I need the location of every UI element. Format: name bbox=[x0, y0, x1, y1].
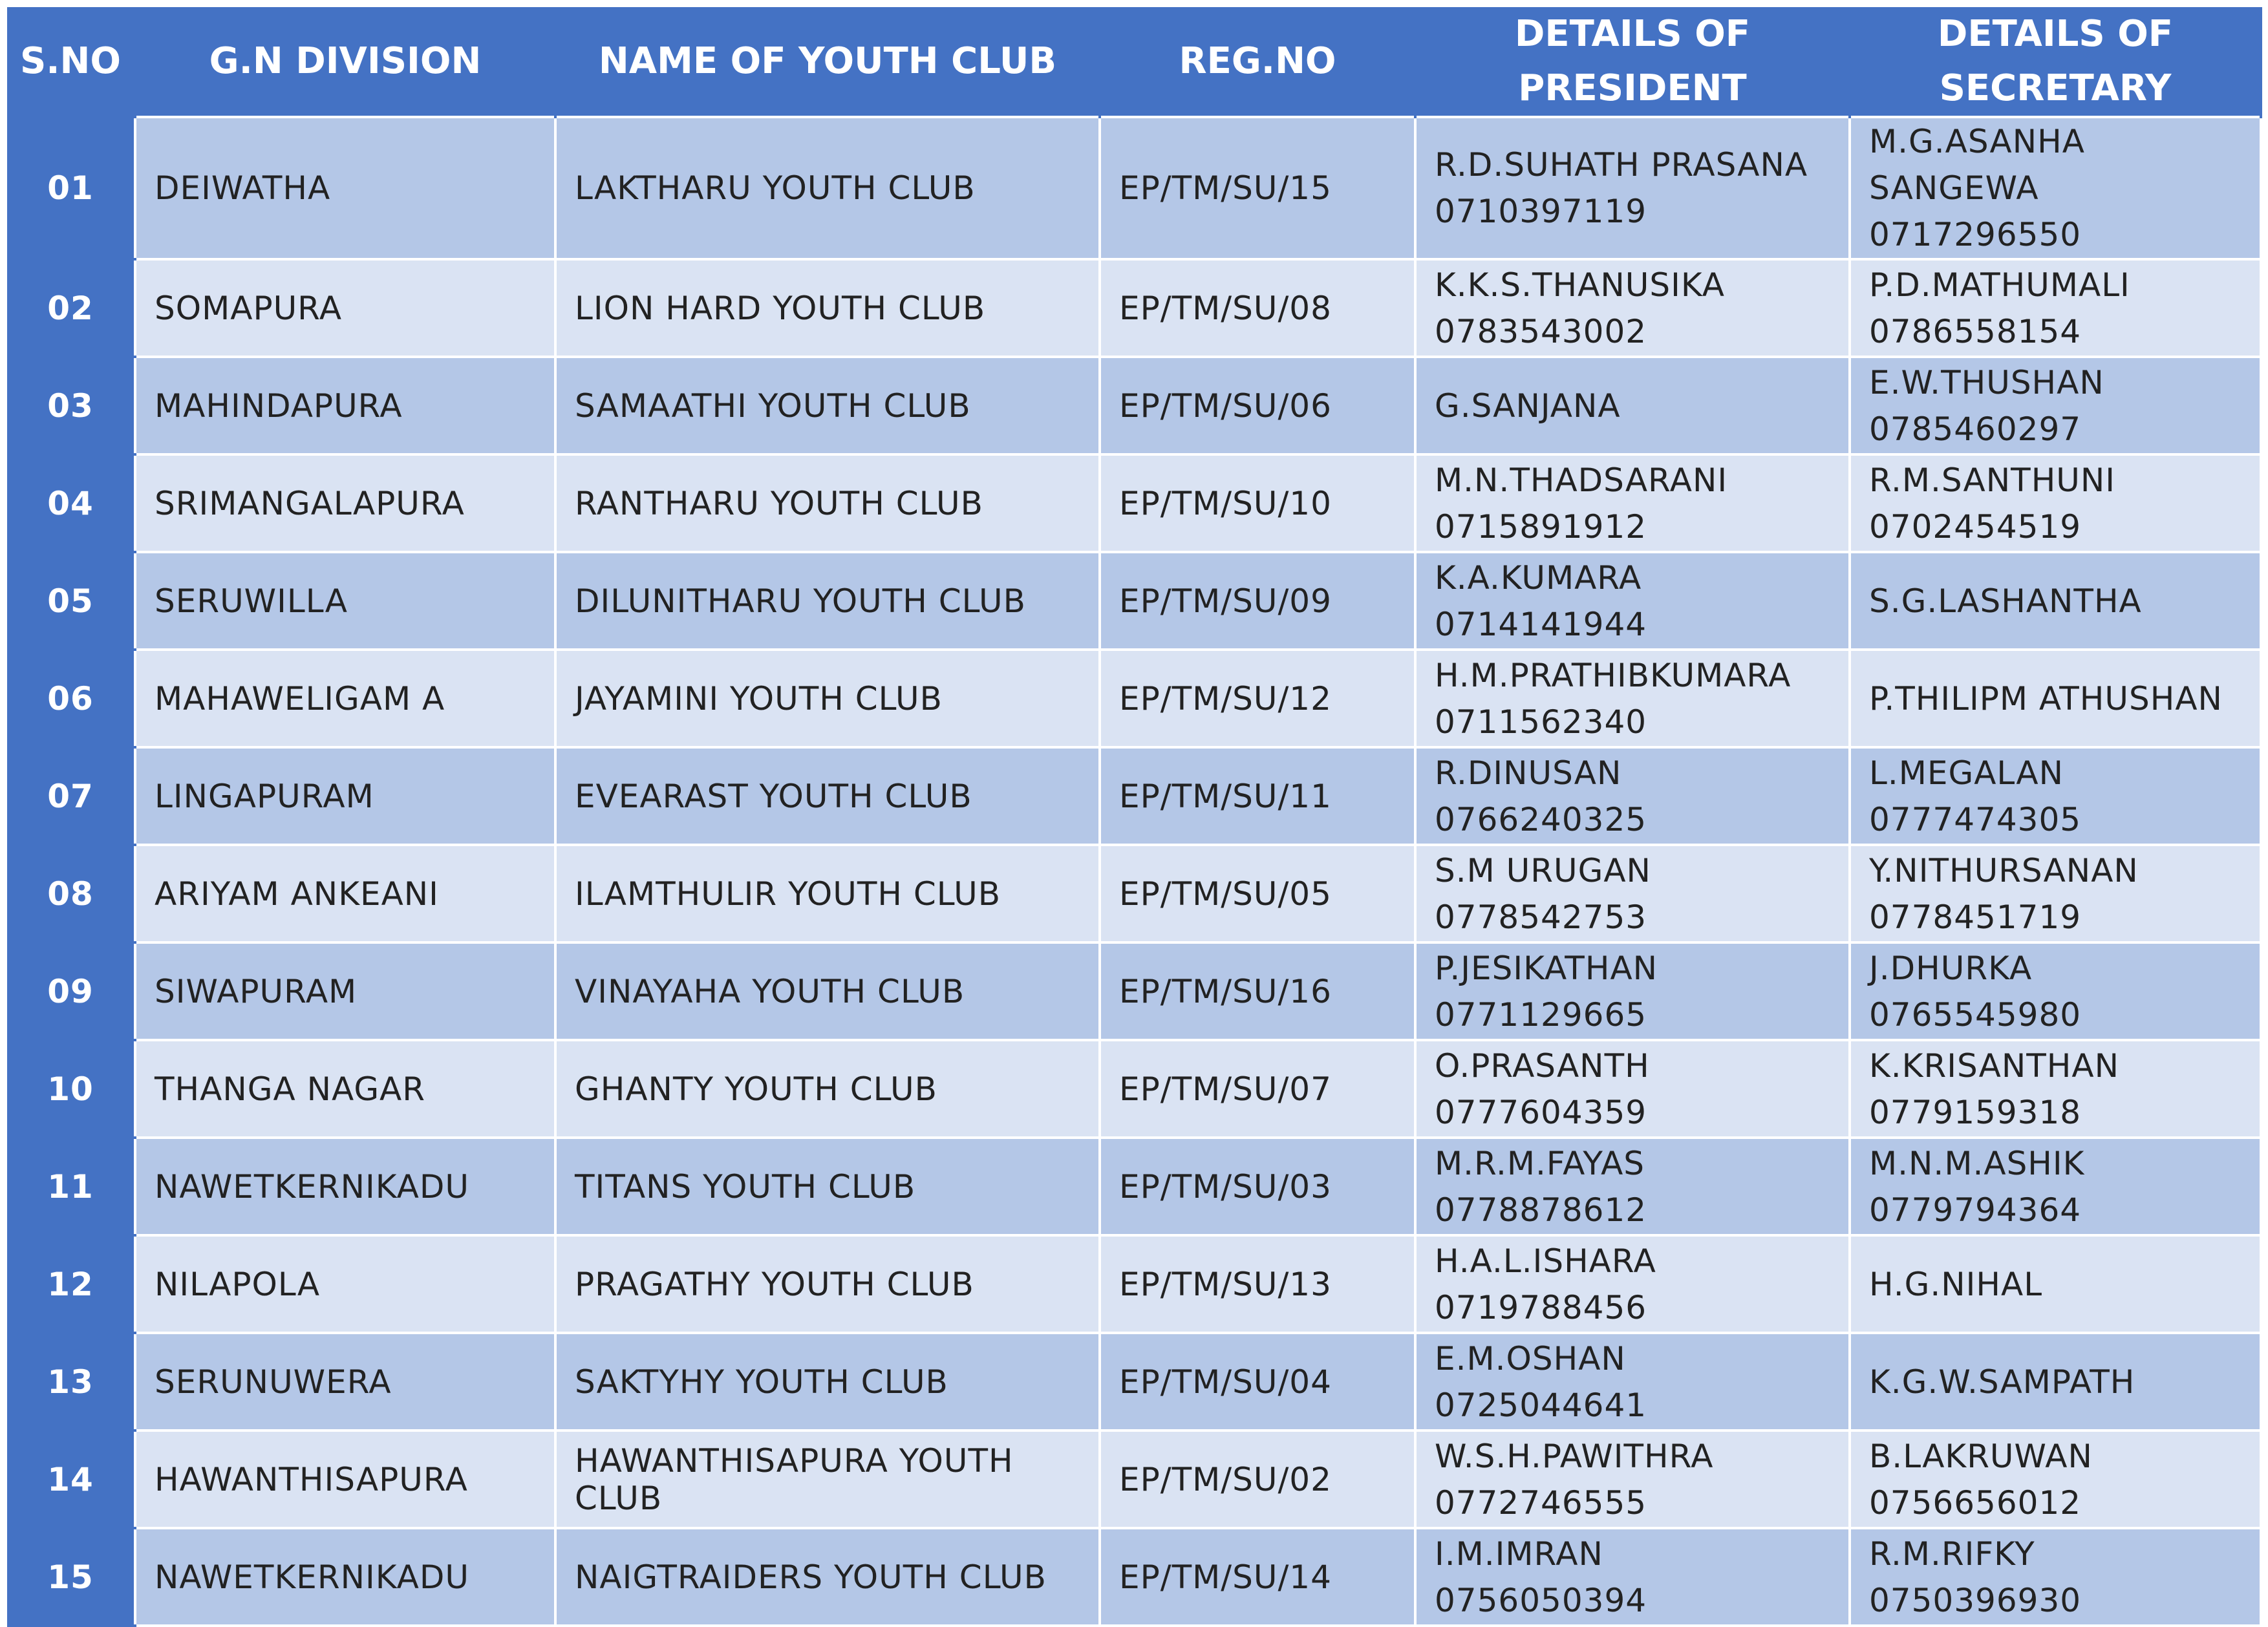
cell-sno: 11 bbox=[7, 1138, 135, 1235]
cell-secretary bbox=[1850, 747, 2261, 845]
cell-president bbox=[1415, 1528, 1850, 1626]
president-phone: 0756050394 bbox=[1435, 1581, 1647, 1619]
cell-sno: 12 bbox=[7, 1235, 135, 1333]
cell-president bbox=[1415, 454, 1850, 552]
cell-gn-division: NAWETKERNIKADU bbox=[135, 1528, 555, 1626]
president-name: S.M URUGAN bbox=[1435, 851, 1651, 889]
secretary-name: Y.NITHURSANAN bbox=[1869, 851, 2139, 889]
cell-youth-club: JAYAMINI YOUTH CLUB bbox=[555, 650, 1100, 747]
cell-president bbox=[1415, 1430, 1850, 1528]
president-phone: 0771129665 bbox=[1435, 995, 1647, 1034]
header-gn-division: G.N DIVISION bbox=[135, 7, 555, 117]
president-phone: 0783543002 bbox=[1435, 312, 1647, 350]
president-phone: 0778878612 bbox=[1435, 1191, 1647, 1229]
table-row bbox=[7, 650, 2261, 747]
cell-president bbox=[1415, 117, 1850, 259]
secretary-phone: 0779159318 bbox=[1869, 1093, 2082, 1131]
header-secretary: DETAILS OF SECRETARY bbox=[1850, 7, 2261, 117]
cell-president bbox=[1415, 845, 1850, 942]
secretary-phone: 0717296550 bbox=[1869, 216, 2082, 253]
cell-secretary bbox=[1850, 1138, 2261, 1235]
secretary-name: E.W.THUSHAN bbox=[1869, 363, 2104, 401]
table-row bbox=[7, 357, 2261, 454]
table-row bbox=[7, 552, 2261, 650]
cell-reg-no: EP/TM/SU/13 bbox=[1100, 1235, 1415, 1333]
header-row bbox=[7, 7, 2261, 117]
cell-reg-no: EP/TM/SU/07 bbox=[1100, 1040, 1415, 1138]
president-phone: 0772746555 bbox=[1435, 1483, 1647, 1522]
cell-president bbox=[1415, 357, 1850, 454]
cell-president bbox=[1415, 1235, 1850, 1333]
cell-sno: 03 bbox=[7, 357, 135, 454]
cell-sno: 10 bbox=[7, 1040, 135, 1138]
cell-youth-club: DILUNITHARU YOUTH CLUB bbox=[555, 552, 1100, 650]
cell-youth-club: PRAGATHY YOUTH CLUB bbox=[555, 1235, 1100, 1333]
cell-reg-no: EP/TM/SU/03 bbox=[1100, 1138, 1415, 1235]
cell-reg-no: EP/TM/SU/15 bbox=[1100, 117, 1415, 259]
secretary-phone: 0786558154 bbox=[1869, 312, 2082, 350]
cell-president bbox=[1415, 1040, 1850, 1138]
cell-gn-division: ARIYAM ANKEANI bbox=[135, 845, 555, 942]
cell-sno: 08 bbox=[7, 845, 135, 942]
cell-secretary bbox=[1850, 552, 2261, 650]
cell-sno: 06 bbox=[7, 650, 135, 747]
table-row bbox=[7, 1528, 2261, 1626]
cell-sno: 09 bbox=[7, 942, 135, 1040]
president-phone: 0711562340 bbox=[1435, 703, 1647, 741]
table-row bbox=[7, 1040, 2261, 1138]
secretary-name: M.G.ASANHA SANGEWA bbox=[1869, 123, 2085, 207]
cell-secretary bbox=[1850, 117, 2261, 259]
cell-gn-division: SERUNUWERA bbox=[135, 1333, 555, 1430]
president-phone: 0715891912 bbox=[1435, 507, 1647, 546]
president-name: W.S.H.PAWITHRA bbox=[1435, 1437, 1714, 1475]
cell-sno: 14 bbox=[7, 1430, 135, 1528]
cell-reg-no: EP/TM/SU/11 bbox=[1100, 747, 1415, 845]
table-row bbox=[7, 454, 2261, 552]
table-body bbox=[7, 117, 2261, 1626]
cell-youth-club: ILAMTHULIR YOUTH CLUB bbox=[555, 845, 1100, 942]
president-phone: 0778542753 bbox=[1435, 898, 1647, 936]
secretary-phone: 0778451719 bbox=[1869, 898, 2082, 936]
secretary-name: P.D.MATHUMALI bbox=[1869, 266, 2130, 304]
table-row bbox=[7, 1333, 2261, 1430]
president-name: K.A.KUMARA bbox=[1435, 558, 1642, 597]
president-name: E.M.OSHAN bbox=[1435, 1339, 1626, 1377]
president-name: H.A.L.ISHARA bbox=[1435, 1242, 1656, 1280]
cell-secretary bbox=[1850, 357, 2261, 454]
cell-sno: 02 bbox=[7, 259, 135, 357]
cell-youth-club: NAIGTRAIDERS YOUTH CLUB bbox=[555, 1528, 1100, 1626]
table-row bbox=[7, 117, 2261, 259]
secretary-name: P.THILIPM ATHUSHAN bbox=[1869, 679, 2223, 718]
header-reg-no: REG.NO bbox=[1100, 7, 1415, 117]
cell-reg-no: EP/TM/SU/12 bbox=[1100, 650, 1415, 747]
cell-president bbox=[1415, 1138, 1850, 1235]
cell-gn-division: SRIMANGALAPURA bbox=[135, 454, 555, 552]
president-name: O.PRASANTH bbox=[1435, 1047, 1650, 1085]
cell-youth-club: HAWANTHISAPURA YOUTH CLUB bbox=[555, 1430, 1100, 1528]
cell-sno: 13 bbox=[7, 1333, 135, 1430]
cell-sno: 07 bbox=[7, 747, 135, 845]
cell-reg-no: EP/TM/SU/09 bbox=[1100, 552, 1415, 650]
cell-reg-no: EP/TM/SU/06 bbox=[1100, 357, 1415, 454]
president-phone: 0777604359 bbox=[1435, 1093, 1647, 1131]
header-sno: S.NO bbox=[7, 7, 135, 117]
secretary-phone: 0779794364 bbox=[1869, 1191, 2082, 1229]
youth-clubs-table bbox=[7, 7, 2262, 1627]
table-row bbox=[7, 1430, 2261, 1528]
table-row bbox=[7, 1235, 2261, 1333]
secretary-name: R.M.SANTHUNI bbox=[1869, 461, 2116, 499]
cell-gn-division: HAWANTHISAPURA bbox=[135, 1430, 555, 1528]
secretary-name: H.G.NIHAL bbox=[1869, 1265, 2043, 1303]
secretary-phone: 0750396930 bbox=[1869, 1581, 2082, 1619]
cell-reg-no: EP/TM/SU/04 bbox=[1100, 1333, 1415, 1430]
cell-president bbox=[1415, 942, 1850, 1040]
cell-gn-division: THANGA NAGAR bbox=[135, 1040, 555, 1138]
secretary-name: B.LAKRUWAN bbox=[1869, 1437, 2093, 1475]
cell-youth-club: SAKTYHY YOUTH CLUB bbox=[555, 1333, 1100, 1430]
president-phone: 0714141944 bbox=[1435, 605, 1647, 643]
cell-reg-no: EP/TM/SU/10 bbox=[1100, 454, 1415, 552]
president-name: M.N.THADSARANI bbox=[1435, 461, 1728, 499]
president-name: G.SANJANA bbox=[1435, 387, 1621, 425]
cell-reg-no: EP/TM/SU/08 bbox=[1100, 259, 1415, 357]
cell-president bbox=[1415, 747, 1850, 845]
president-name: K.K.S.THANUSIKA bbox=[1435, 266, 1725, 304]
table-row bbox=[7, 845, 2261, 942]
president-phone: 0725044641 bbox=[1435, 1386, 1647, 1424]
cell-gn-division: DEIWATHA bbox=[135, 117, 555, 259]
secretary-name: R.M.RIFKY bbox=[1869, 1535, 2035, 1573]
secretary-phone: 0702454519 bbox=[1869, 507, 2082, 546]
president-name: R.D.SUHATH PRASANA bbox=[1435, 146, 1808, 184]
cell-youth-club: TITANS YOUTH CLUB bbox=[555, 1138, 1100, 1235]
cell-secretary bbox=[1850, 1333, 2261, 1430]
cell-youth-club: VINAYAHA YOUTH CLUB bbox=[555, 942, 1100, 1040]
cell-youth-club: GHANTY YOUTH CLUB bbox=[555, 1040, 1100, 1138]
secretary-phone: 0785460297 bbox=[1869, 410, 2082, 448]
cell-secretary bbox=[1850, 942, 2261, 1040]
cell-youth-club: SAMAATHI YOUTH CLUB bbox=[555, 357, 1100, 454]
cell-president bbox=[1415, 650, 1850, 747]
secretary-name: L.MEGALAN bbox=[1869, 754, 2064, 792]
secretary-name: S.G.LASHANTHA bbox=[1869, 582, 2142, 620]
cell-youth-club: LION HARD YOUTH CLUB bbox=[555, 259, 1100, 357]
cell-reg-no: EP/TM/SU/05 bbox=[1100, 845, 1415, 942]
cell-sno: 15 bbox=[7, 1528, 135, 1626]
cell-reg-no: EP/TM/SU/02 bbox=[1100, 1430, 1415, 1528]
header-president: DETAILS OF PRESIDENT bbox=[1415, 7, 1850, 117]
president-name: H.M.PRATHIBKUMARA bbox=[1435, 656, 1792, 694]
cell-gn-division: NAWETKERNIKADU bbox=[135, 1138, 555, 1235]
president-name: R.DINUSAN bbox=[1435, 754, 1622, 792]
secretary-phone: 0777474305 bbox=[1869, 800, 2082, 838]
table-row bbox=[7, 259, 2261, 357]
table-row bbox=[7, 747, 2261, 845]
president-name: P.JESIKATHAN bbox=[1435, 949, 1658, 987]
cell-gn-division: MAHAWELIGAM A bbox=[135, 650, 555, 747]
cell-youth-club: LAKTHARU YOUTH CLUB bbox=[555, 117, 1100, 259]
cell-gn-division: LINGAPURAM bbox=[135, 747, 555, 845]
cell-reg-no: EP/TM/SU/16 bbox=[1100, 942, 1415, 1040]
cell-secretary bbox=[1850, 1528, 2261, 1626]
cell-reg-no: EP/TM/SU/14 bbox=[1100, 1528, 1415, 1626]
cell-president bbox=[1415, 552, 1850, 650]
cell-secretary bbox=[1850, 259, 2261, 357]
cell-gn-division: NILAPOLA bbox=[135, 1235, 555, 1333]
cell-sno: 01 bbox=[7, 117, 135, 259]
header-youth-club: NAME OF YOUTH CLUB bbox=[555, 7, 1100, 117]
cell-president bbox=[1415, 1333, 1850, 1430]
president-phone: 0719788456 bbox=[1435, 1288, 1647, 1326]
cell-secretary bbox=[1850, 1040, 2261, 1138]
secretary-name: K.KRISANTHAN bbox=[1869, 1047, 2119, 1085]
president-phone: 0766240325 bbox=[1435, 800, 1647, 838]
cell-gn-division: SOMAPURA bbox=[135, 259, 555, 357]
cell-youth-club: RANTHARU YOUTH CLUB bbox=[555, 454, 1100, 552]
cell-gn-division: SIWAPURAM bbox=[135, 942, 555, 1040]
cell-secretary bbox=[1850, 845, 2261, 942]
cell-gn-division: MAHINDAPURA bbox=[135, 357, 555, 454]
secretary-name: M.N.M.ASHIK bbox=[1869, 1144, 2085, 1182]
president-name: M.R.M.FAYAS bbox=[1435, 1144, 1645, 1182]
cell-sno: 04 bbox=[7, 454, 135, 552]
secretary-phone: 0756656012 bbox=[1869, 1483, 2082, 1522]
cell-secretary bbox=[1850, 1235, 2261, 1333]
table-row bbox=[7, 1138, 2261, 1235]
secretary-name: J.DHURKA bbox=[1869, 949, 2033, 987]
cell-secretary bbox=[1850, 1430, 2261, 1528]
cell-gn-division: SERUWILLA bbox=[135, 552, 555, 650]
president-name: I.M.IMRAN bbox=[1435, 1535, 1603, 1573]
table-row bbox=[7, 942, 2261, 1040]
president-phone: 0710397119 bbox=[1435, 193, 1647, 230]
cell-sno: 05 bbox=[7, 552, 135, 650]
secretary-phone: 0765545980 bbox=[1869, 995, 2082, 1034]
cell-youth-club: EVEARAST YOUTH CLUB bbox=[555, 747, 1100, 845]
secretary-name: K.G.W.SAMPATH bbox=[1869, 1363, 2135, 1401]
cell-president bbox=[1415, 259, 1850, 357]
cell-secretary bbox=[1850, 650, 2261, 747]
cell-secretary bbox=[1850, 454, 2261, 552]
